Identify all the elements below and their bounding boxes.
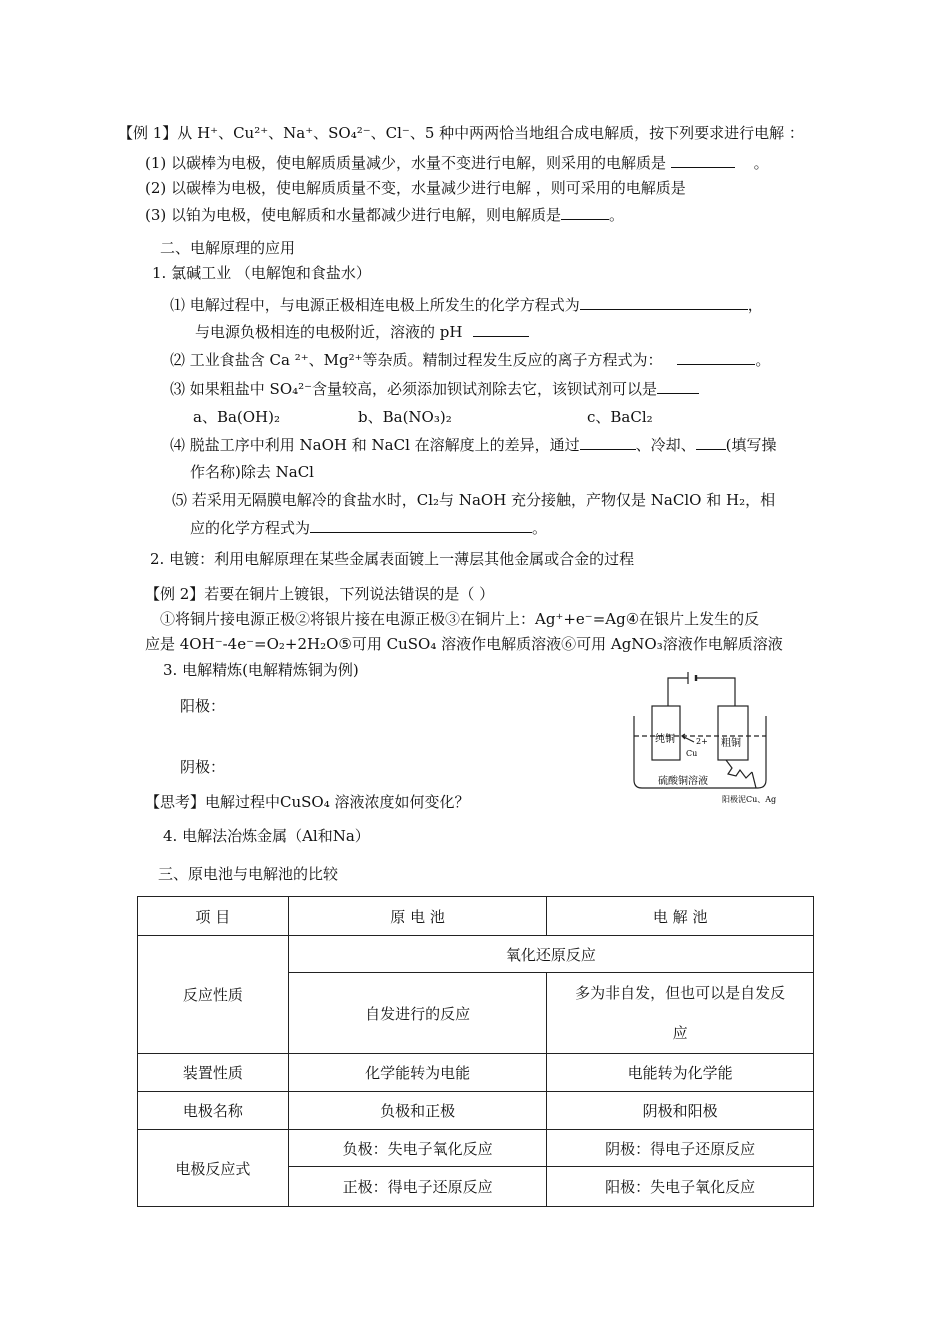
item-2 [170,350,770,370]
reaction-nature-shared: 氧化还原反应 [288,936,813,973]
electrode-reaction-electrolytic-1: 阴极：得电子还原反应 [547,1130,814,1167]
example1-q2: (2) 以碳棒为电极，使电解质质量不变，水量减少进行电解 ，则可采用的电解质是 [145,179,686,197]
electrode-name-electrolytic: 阴极和阳极 [547,1092,814,1130]
item-4a-mid: 、冷却、 [635,436,696,454]
subsection-metallurgy: 4. 电解法冶炼金属（Al和Na） [163,827,370,845]
option-b: b、Ba(NO₃)₂ [358,408,452,426]
item-1a-text: ⑴ 电解过程中，与电源正极相连电极上所发生的化学方程式为 [170,296,580,314]
item-5b-text: 应的化学方程式为 [190,519,311,537]
item-1b-text: 与电源负极相连的电极附近，溶液的 pH [195,323,463,341]
electrode-reaction-electrolytic-2: 阳极：失电子氧化反应 [547,1167,814,1207]
ion-charge-label: 2+ [696,737,708,746]
example1-title: 【例 1】从 H⁺、Cu²⁺、Na⁺、SO₄²⁻、Cl⁻、5 种中两两恰当地组合成电解质，按下列要求进行电解 ： [118,124,804,142]
item-4a-text: ⑷ 脱盐工序中利用 NaOH 和 NaCl 在溶解度上的差异，通过 [170,436,580,454]
table-row [138,1092,814,1130]
section3-heading: 三、原电池与电解池的比较 [158,865,339,883]
cathode-label: 阴极： [180,758,226,776]
ion-label: Cu [686,749,698,758]
section2-heading: 二、电解原理的应用 [160,239,296,257]
answer-blank[interactable] [473,322,529,337]
mud-pointer [752,772,756,788]
table-row [138,1130,814,1167]
anode-mud-label: 阳极泥Cu、Ag [722,795,777,804]
answer-blank[interactable] [677,350,755,365]
item-1b [195,322,529,342]
example2-line2: 应是 4OH⁻-4e⁻=O₂+2H₂O⑤可用 CuSO₄ 溶液作电解质溶液⑥可用 AgNO₃溶液作电解质溶液 [145,635,783,653]
device-nature-electrolytic: 电能转为化学能 [547,1054,814,1092]
answer-blank[interactable] [580,295,748,310]
subsection-electroplating: 2. 电镀：利用电解原理在某些金属表面镀上一薄层其他金属或合金的过程 [150,550,635,568]
electrode-name-galvanic: 负极和正极 [288,1092,547,1130]
row-label-reaction-nature: 反应性质 [138,936,289,1054]
table-row [138,936,814,973]
item-5a: ⑸ 若采用无隔膜电解冷的食盐水时，Cl₂与 NaOH 充分接触，产物仅是 NaClO 和 H₂，相 [172,491,776,509]
item-4a-end: (填写操 [725,436,777,454]
answer-blank[interactable] [696,435,726,450]
solution-label: 硫酸铜溶液 [658,776,708,787]
table-row [138,1054,814,1092]
header-item: 项 目 [138,897,289,936]
item-4b: 作名称)除去 NaCl [190,463,314,481]
item-5b [190,518,547,538]
answer-blank[interactable] [671,153,735,168]
answer-blank[interactable] [561,205,609,220]
ion-arrow [682,736,694,742]
header-galvanic-cell: 原 电 池 [288,897,547,936]
item-5b-end: 。 [532,519,548,537]
example2-line1: ①将铜片接电源正极②将银片接在电源正极③在铜片上：Ag⁺+e⁻=Ag④在银片上发生的反 [160,610,760,628]
pure-copper-label: 纯铜 [655,734,675,745]
answer-blank[interactable] [657,379,699,394]
item-2-text: ⑵ 工业食盐含 Ca ²⁺、Mg²⁺等杂质。精制过程发生反应的离子方程式为： [170,351,663,369]
anode-mud [726,760,752,778]
example2-title: 【例 2】若要在铜片上镀银，下列说法错误的是（ ） [145,585,495,603]
subsection-refining: 3. 电解精炼(电解精炼铜为例) [163,661,359,679]
think-question: 【思考】电解过程中CuSO₄ 溶液浓度如何变化？ [145,793,470,811]
wire-left [668,678,688,706]
anode-label: 阳极： [180,697,226,715]
item-3 [170,379,699,399]
device-nature-galvanic: 化学能转为电能 [288,1054,547,1092]
reaction-nature-galvanic: 自发进行的反应 [288,973,547,1054]
reaction-nature-electrolytic [547,973,814,1054]
example1-q3-end: 。 [609,206,625,224]
electrode-reaction-galvanic-2: 正极：得电子还原反应 [288,1167,547,1207]
row-label-electrode-reaction: 电极反应式 [138,1130,289,1207]
header-electrolytic-cell: 电 解 池 [547,897,814,936]
item-1a-end: ， [747,296,763,314]
option-c: c、BaCl₂ [587,408,653,426]
example1-q1-text: (1) 以碳棒为电极，使电解质质量减少，水量不变进行电解，则采用的电解质是 [145,154,667,172]
item-1a [170,295,763,315]
item-4a [170,435,777,455]
item-2-end: 。 [755,351,771,369]
reaction-nature-electrolytic-line1: 多为非自发，但也可以是自发反 [575,984,786,1002]
pure-copper-electrode [652,706,680,760]
electrorefining-diagram [628,672,818,812]
row-label-electrode-name: 电极名称 [138,1092,289,1130]
reaction-nature-electrolytic-line2: 应 [672,1024,688,1042]
option-a: a、Ba(OH)₂ [193,408,281,426]
answer-blank[interactable] [310,518,532,533]
example1-q1 [145,153,769,173]
example1-q1-end: 。 [753,154,769,172]
table-header-row [138,897,814,936]
comparison-table [137,896,814,1207]
item-3-text: ⑶ 如果粗盐中 SO₄²⁻含量较高，必须添加钡试剂除去它，该钡试剂可以是 [170,380,658,398]
wire-right [696,678,735,706]
crude-copper-electrode [718,706,748,760]
answer-blank[interactable] [580,435,636,450]
subsection-chlor-alkali: 1. 氯碱工业 （电解饱和食盐水） [152,264,371,282]
row-label-device-nature: 装置性质 [138,1054,289,1092]
crude-copper-label: 粗铜 [721,738,741,749]
example1-q3 [145,205,624,225]
example1-q3-text: (3) 以铂为电极，使电解质和水量都减少进行电解，则电解质是 [145,206,562,224]
electrode-reaction-galvanic-1: 负极：失电子氧化反应 [288,1130,547,1167]
